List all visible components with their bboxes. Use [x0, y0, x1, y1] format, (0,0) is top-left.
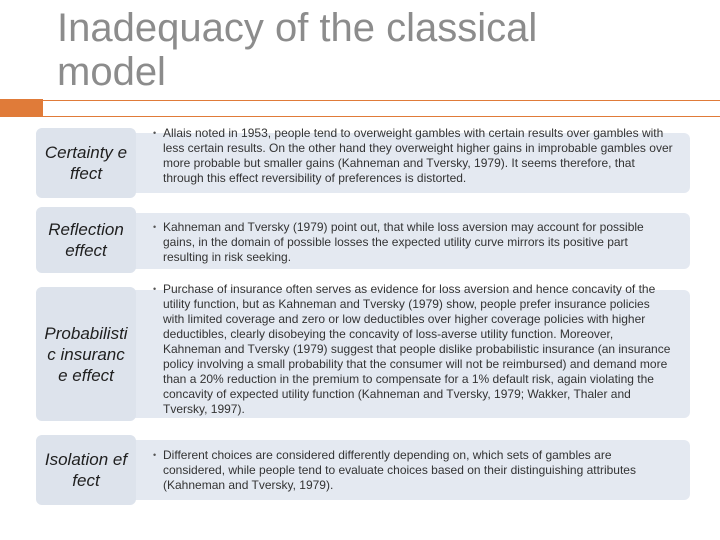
- title-divider-bottom: [43, 116, 720, 117]
- title-accent-bar: [0, 99, 43, 117]
- row-label-isolation: Isolation effect: [44, 450, 128, 490]
- bullet-icon: •: [153, 284, 157, 294]
- row-text-certainty: • Allais noted in 1953, people tend to overweight gambles with certain results over gambles with less certain results. On the other hand they overweight higher gains in improbable gambles over more probable but smaller gains (Kahneman and Tversky, 1979). It seems therefore, that through this effect reversibility of preferences is distorted.: [153, 126, 673, 185]
- row-label-reflection: Reflection effect: [48, 220, 124, 260]
- row-text-isolation: • Different choices are considered differently depending on, which sets of gambles are considered, while people tend to evaluate choices based on their distinguishing attributes (Kahneman and Tversky, 1979).: [153, 448, 636, 492]
- row-label-box-probabilistic: [36, 287, 136, 421]
- row-label-box-certainty: [36, 128, 136, 198]
- row-label-box-isolation: [36, 435, 136, 505]
- row-label-box-reflection: [36, 207, 136, 273]
- slide-title: Inadequacy of the classical model: [57, 6, 538, 94]
- bullet-icon: •: [153, 222, 157, 232]
- title-divider-top: [43, 100, 720, 101]
- bullet-icon: •: [153, 128, 157, 138]
- row-label-probabilistic: Probabilistic insurance effect: [44, 323, 128, 385]
- row-label-certainty: Certainty effect: [44, 143, 128, 183]
- bullet-icon: •: [153, 450, 157, 460]
- row-text-probabilistic: • Purchase of insurance often serves as evidence for loss aversion and hence concavity of the utility function, but as Kahneman and Tversky (1979) show, people prefer insurance policies with limited coverage and zero or low deductibles over higher coverage policies with higher deductibles, clearly disobeying the concavity of loss-averse utility function. Moreover, Kahneman and Tversky (1979) suggest that people dislike probabilistic insurance (an insurance policy involving a small probability that the consumer will not be reimbursed) and demand more than a 20% reduction in the premium to compensate for a 1% default risk, again violating the concavity of expected utility function (Kahneman and Tversky, 1979; Wakker, Thaler and Tversky, 1997).: [153, 282, 671, 416]
- row-text-reflection: • Kahneman and Tversky (1979) point out, that while loss aversion may account for possible gains, in the domain of possible losses the expected utility curve mirrors its positive part resulting in risk seeking.: [153, 220, 644, 264]
